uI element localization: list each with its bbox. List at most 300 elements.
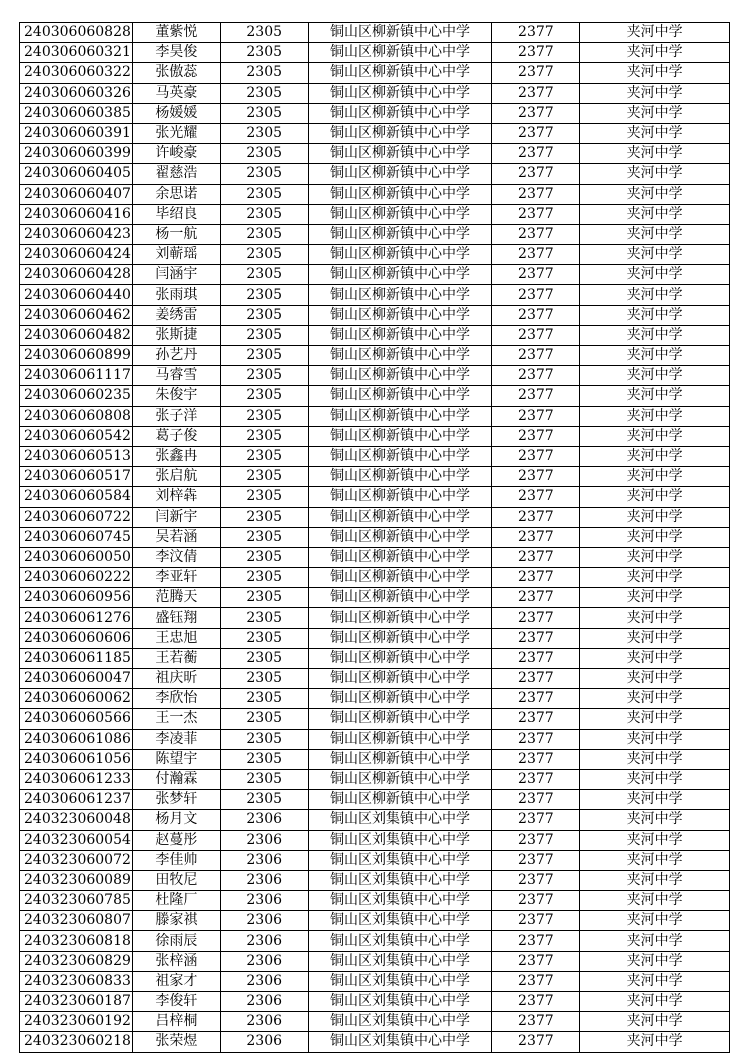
admit-code-cell: 2377	[492, 144, 580, 164]
admit-code-cell: 2377	[492, 729, 580, 749]
admit-code-cell: 2377	[492, 669, 580, 689]
table-row	[20, 568, 730, 588]
admit-school-cell: 夹河中学	[580, 325, 730, 345]
school-name-cell: 铜山区刘集镇中心中学	[308, 1032, 492, 1052]
student-id-cell: 240323060785	[20, 891, 133, 911]
table-row	[20, 164, 730, 184]
school-name-cell: 铜山区刘集镇中心中学	[308, 850, 492, 870]
student-id-cell: 240306060808	[20, 406, 133, 426]
school-code-cell: 2305	[220, 406, 308, 426]
school-name-cell: 铜山区柳新镇中心中学	[308, 749, 492, 769]
school-name-cell: 铜山区柳新镇中心中学	[308, 366, 492, 386]
school-name-cell: 铜山区柳新镇中心中学	[308, 265, 492, 285]
admit-code-cell: 2377	[492, 689, 580, 709]
admit-school-cell: 夹河中学	[580, 769, 730, 789]
table-row	[20, 648, 730, 668]
student-id-cell: 240306060566	[20, 709, 133, 729]
table-row	[20, 891, 730, 911]
admit-code-cell: 2377	[492, 487, 580, 507]
student-id-cell: 240306060956	[20, 588, 133, 608]
school-name-cell: 铜山区柳新镇中心中学	[308, 790, 492, 810]
admit-school-cell: 夹河中学	[580, 43, 730, 63]
school-name-cell: 铜山区柳新镇中心中学	[308, 487, 492, 507]
admit-school-cell: 夹河中学	[580, 83, 730, 103]
school-name-cell: 铜山区柳新镇中心中学	[308, 285, 492, 305]
table-row	[20, 83, 730, 103]
student-id-cell: 240306060828	[20, 23, 133, 43]
student-name-cell: 吕梓桐	[132, 1012, 220, 1032]
student-name-cell: 付瀚霖	[132, 769, 220, 789]
student-name-cell: 徐雨辰	[132, 931, 220, 951]
admit-school-cell: 夹河中学	[580, 23, 730, 43]
admit-code-cell: 2377	[492, 1012, 580, 1032]
student-name-cell: 陈望宇	[132, 749, 220, 769]
admit-school-cell: 夹河中学	[580, 265, 730, 285]
school-code-cell: 2305	[220, 23, 308, 43]
table-row	[20, 547, 730, 567]
student-id-cell: 240323060218	[20, 1032, 133, 1052]
admission-table	[19, 22, 730, 1053]
table-row	[20, 426, 730, 446]
school-name-cell: 铜山区刘集镇中心中学	[308, 971, 492, 991]
student-id-cell: 240306060385	[20, 103, 133, 123]
admit-school-cell: 夹河中学	[580, 346, 730, 366]
school-name-cell: 铜山区柳新镇中心中学	[308, 426, 492, 446]
school-name-cell: 铜山区柳新镇中心中学	[308, 204, 492, 224]
school-code-cell: 2306	[220, 830, 308, 850]
admit-code-cell: 2377	[492, 386, 580, 406]
admit-school-cell: 夹河中学	[580, 285, 730, 305]
admit-code-cell: 2377	[492, 971, 580, 991]
student-id-cell: 240306060222	[20, 568, 133, 588]
admit-code-cell: 2377	[492, 507, 580, 527]
admit-school-cell: 夹河中学	[580, 103, 730, 123]
school-code-cell: 2306	[220, 810, 308, 830]
admit-code-cell: 2377	[492, 305, 580, 325]
school-name-cell: 铜山区柳新镇中心中学	[308, 446, 492, 466]
school-code-cell: 2305	[220, 346, 308, 366]
admit-code-cell: 2377	[492, 123, 580, 143]
student-name-cell: 刘梓犇	[132, 487, 220, 507]
table-row	[20, 285, 730, 305]
student-id-cell: 240306061276	[20, 608, 133, 628]
admit-code-cell: 2377	[492, 588, 580, 608]
school-code-cell: 2305	[220, 285, 308, 305]
admit-code-cell: 2377	[492, 265, 580, 285]
table-row	[20, 204, 730, 224]
school-code-cell: 2305	[220, 446, 308, 466]
admit-code-cell: 2377	[492, 911, 580, 931]
table-row	[20, 931, 730, 951]
table-row	[20, 123, 730, 143]
student-id-cell: 240306060423	[20, 224, 133, 244]
table-row	[20, 1012, 730, 1032]
admit-school-cell: 夹河中学	[580, 547, 730, 567]
student-id-cell: 240306060407	[20, 184, 133, 204]
school-code-cell: 2305	[220, 648, 308, 668]
school-code-cell: 2305	[220, 103, 308, 123]
school-name-cell: 铜山区柳新镇中心中学	[308, 568, 492, 588]
school-name-cell: 铜山区刘集镇中心中学	[308, 891, 492, 911]
student-name-cell: 祖家才	[132, 971, 220, 991]
school-code-cell: 2305	[220, 689, 308, 709]
table-row	[20, 769, 730, 789]
admit-code-cell: 2377	[492, 467, 580, 487]
school-code-cell: 2305	[220, 184, 308, 204]
admit-code-cell: 2377	[492, 648, 580, 668]
admit-school-cell: 夹河中学	[580, 568, 730, 588]
school-code-cell: 2306	[220, 1012, 308, 1032]
school-code-cell: 2306	[220, 931, 308, 951]
school-code-cell: 2305	[220, 204, 308, 224]
school-name-cell: 铜山区柳新镇中心中学	[308, 144, 492, 164]
school-name-cell: 铜山区柳新镇中心中学	[308, 83, 492, 103]
school-name-cell: 铜山区刘集镇中心中学	[308, 931, 492, 951]
student-name-cell: 闫新宇	[132, 507, 220, 527]
school-code-cell: 2305	[220, 527, 308, 547]
student-id-cell: 240306061237	[20, 790, 133, 810]
table-row	[20, 810, 730, 830]
student-id-cell: 240306060745	[20, 527, 133, 547]
admit-school-cell: 夹河中学	[580, 790, 730, 810]
school-code-cell: 2305	[220, 83, 308, 103]
school-name-cell: 铜山区刘集镇中心中学	[308, 870, 492, 890]
school-code-cell: 2306	[220, 971, 308, 991]
school-code-cell: 2305	[220, 709, 308, 729]
school-name-cell: 铜山区柳新镇中心中学	[308, 769, 492, 789]
admit-code-cell: 2377	[492, 850, 580, 870]
table-row	[20, 224, 730, 244]
admission-list-sheet	[19, 22, 730, 1053]
school-code-cell: 2305	[220, 628, 308, 648]
admit-code-cell: 2377	[492, 568, 580, 588]
student-id-cell: 240306060050	[20, 547, 133, 567]
admit-school-cell: 夹河中学	[580, 870, 730, 890]
admit-code-cell: 2377	[492, 103, 580, 123]
admit-code-cell: 2377	[492, 769, 580, 789]
school-name-cell: 铜山区柳新镇中心中学	[308, 164, 492, 184]
admit-code-cell: 2377	[492, 628, 580, 648]
admit-code-cell: 2377	[492, 23, 580, 43]
table-row	[20, 971, 730, 991]
table-row	[20, 1032, 730, 1052]
student-id-cell: 240306061056	[20, 749, 133, 769]
table-row	[20, 527, 730, 547]
student-id-cell: 240306061233	[20, 769, 133, 789]
student-id-cell: 240306060440	[20, 285, 133, 305]
student-name-cell: 李佳帅	[132, 850, 220, 870]
student-name-cell: 张荣煜	[132, 1032, 220, 1052]
school-code-cell: 2306	[220, 911, 308, 931]
student-name-cell: 马睿雪	[132, 366, 220, 386]
admit-school-cell: 夹河中学	[580, 1032, 730, 1052]
school-name-cell: 铜山区柳新镇中心中学	[308, 669, 492, 689]
student-id-cell: 240306060047	[20, 669, 133, 689]
admit-code-cell: 2377	[492, 608, 580, 628]
table-row	[20, 628, 730, 648]
admit-code-cell: 2377	[492, 366, 580, 386]
table-row	[20, 265, 730, 285]
admit-school-cell: 夹河中学	[580, 426, 730, 446]
school-name-cell: 铜山区柳新镇中心中学	[308, 43, 492, 63]
student-id-cell: 240306060322	[20, 63, 133, 83]
admit-school-cell: 夹河中学	[580, 527, 730, 547]
admit-school-cell: 夹河中学	[580, 406, 730, 426]
school-code-cell: 2305	[220, 487, 308, 507]
student-name-cell: 余思诺	[132, 184, 220, 204]
student-name-cell: 李亚轩	[132, 568, 220, 588]
student-id-cell: 240306060513	[20, 446, 133, 466]
admit-school-cell: 夹河中学	[580, 305, 730, 325]
student-name-cell: 杨月文	[132, 810, 220, 830]
student-name-cell: 王一杰	[132, 709, 220, 729]
school-code-cell: 2305	[220, 366, 308, 386]
student-id-cell: 240306060326	[20, 83, 133, 103]
admit-school-cell: 夹河中学	[580, 245, 730, 265]
school-code-cell: 2305	[220, 568, 308, 588]
school-name-cell: 铜山区柳新镇中心中学	[308, 648, 492, 668]
student-name-cell: 杨一航	[132, 224, 220, 244]
student-id-cell: 240306060428	[20, 265, 133, 285]
student-name-cell: 杨媛媛	[132, 103, 220, 123]
admit-code-cell: 2377	[492, 1032, 580, 1052]
admit-school-cell: 夹河中学	[580, 729, 730, 749]
table-row	[20, 467, 730, 487]
school-code-cell: 2305	[220, 547, 308, 567]
table-row	[20, 245, 730, 265]
admit-code-cell: 2377	[492, 184, 580, 204]
admit-code-cell: 2377	[492, 204, 580, 224]
student-id-cell: 240306060899	[20, 346, 133, 366]
student-name-cell: 翟慈浩	[132, 164, 220, 184]
student-id-cell: 240306061117	[20, 366, 133, 386]
student-name-cell: 李昊俊	[132, 43, 220, 63]
student-name-cell: 许峻豪	[132, 144, 220, 164]
admit-school-cell: 夹河中学	[580, 386, 730, 406]
admit-school-cell: 夹河中学	[580, 951, 730, 971]
table-row	[20, 406, 730, 426]
admit-school-cell: 夹河中学	[580, 164, 730, 184]
admit-school-cell: 夹河中学	[580, 669, 730, 689]
student-name-cell: 滕家祺	[132, 911, 220, 931]
student-name-cell: 朱俊宇	[132, 386, 220, 406]
school-code-cell: 2305	[220, 224, 308, 244]
school-name-cell: 铜山区柳新镇中心中学	[308, 608, 492, 628]
school-name-cell: 铜山区柳新镇中心中学	[308, 184, 492, 204]
student-id-cell: 240306060584	[20, 487, 133, 507]
table-row	[20, 669, 730, 689]
student-id-cell: 240306060722	[20, 507, 133, 527]
table-row	[20, 366, 730, 386]
admit-code-cell: 2377	[492, 446, 580, 466]
table-row	[20, 608, 730, 628]
student-id-cell: 240323060807	[20, 911, 133, 931]
admit-school-cell: 夹河中学	[580, 1012, 730, 1032]
school-name-cell: 铜山区柳新镇中心中学	[308, 305, 492, 325]
student-id-cell: 240323060048	[20, 810, 133, 830]
table-row	[20, 103, 730, 123]
table-row	[20, 588, 730, 608]
school-code-cell: 2305	[220, 507, 308, 527]
student-name-cell: 李欣怡	[132, 689, 220, 709]
admit-school-cell: 夹河中学	[580, 749, 730, 769]
student-name-cell: 赵蔓彤	[132, 830, 220, 850]
admit-code-cell: 2377	[492, 63, 580, 83]
school-code-cell: 2305	[220, 144, 308, 164]
admit-school-cell: 夹河中学	[580, 184, 730, 204]
table-row	[20, 850, 730, 870]
admit-school-cell: 夹河中学	[580, 810, 730, 830]
school-code-cell: 2305	[220, 325, 308, 345]
student-id-cell: 240306060424	[20, 245, 133, 265]
student-id-cell: 240306060482	[20, 325, 133, 345]
admit-code-cell: 2377	[492, 527, 580, 547]
student-id-cell: 240306060062	[20, 689, 133, 709]
school-code-cell: 2305	[220, 467, 308, 487]
school-code-cell: 2305	[220, 588, 308, 608]
student-id-cell: 240323060072	[20, 850, 133, 870]
table-row	[20, 911, 730, 931]
table-row	[20, 729, 730, 749]
admit-code-cell: 2377	[492, 285, 580, 305]
school-name-cell: 铜山区柳新镇中心中学	[308, 63, 492, 83]
student-id-cell: 240323060192	[20, 1012, 133, 1032]
table-row	[20, 43, 730, 63]
admit-school-cell: 夹河中学	[580, 588, 730, 608]
admit-code-cell: 2377	[492, 83, 580, 103]
school-name-cell: 铜山区柳新镇中心中学	[308, 547, 492, 567]
admit-school-cell: 夹河中学	[580, 931, 730, 951]
admit-code-cell: 2377	[492, 891, 580, 911]
admit-school-cell: 夹河中学	[580, 689, 730, 709]
student-name-cell: 盛钰翔	[132, 608, 220, 628]
table-row	[20, 709, 730, 729]
table-row	[20, 749, 730, 769]
admit-code-cell: 2377	[492, 224, 580, 244]
table-row	[20, 144, 730, 164]
admit-code-cell: 2377	[492, 547, 580, 567]
school-code-cell: 2306	[220, 870, 308, 890]
school-name-cell: 铜山区柳新镇中心中学	[308, 386, 492, 406]
school-name-cell: 铜山区柳新镇中心中学	[308, 103, 492, 123]
school-name-cell: 铜山区柳新镇中心中学	[308, 689, 492, 709]
school-name-cell: 铜山区柳新镇中心中学	[308, 325, 492, 345]
admit-school-cell: 夹河中学	[580, 608, 730, 628]
school-name-cell: 铜山区柳新镇中心中学	[308, 527, 492, 547]
admit-code-cell: 2377	[492, 346, 580, 366]
school-code-cell: 2306	[220, 951, 308, 971]
school-code-cell: 2306	[220, 992, 308, 1012]
school-code-cell: 2305	[220, 164, 308, 184]
table-row	[20, 305, 730, 325]
school-name-cell: 铜山区柳新镇中心中学	[308, 346, 492, 366]
admit-school-cell: 夹河中学	[580, 911, 730, 931]
school-code-cell: 2305	[220, 63, 308, 83]
school-code-cell: 2305	[220, 386, 308, 406]
table-row	[20, 184, 730, 204]
table-row	[20, 790, 730, 810]
student-name-cell: 李凌菲	[132, 729, 220, 749]
student-id-cell: 240323060833	[20, 971, 133, 991]
school-name-cell: 铜山区柳新镇中心中学	[308, 588, 492, 608]
school-code-cell: 2305	[220, 123, 308, 143]
student-name-cell: 张梦轩	[132, 790, 220, 810]
student-id-cell: 240306061185	[20, 648, 133, 668]
admit-school-cell: 夹河中学	[580, 850, 730, 870]
school-name-cell: 铜山区柳新镇中心中学	[308, 507, 492, 527]
student-name-cell: 吴若涵	[132, 527, 220, 547]
table-row	[20, 689, 730, 709]
student-name-cell: 刘蕲瑶	[132, 245, 220, 265]
school-name-cell: 铜山区刘集镇中心中学	[308, 830, 492, 850]
school-name-cell: 铜山区柳新镇中心中学	[308, 123, 492, 143]
school-name-cell: 铜山区柳新镇中心中学	[308, 709, 492, 729]
admit-code-cell: 2377	[492, 426, 580, 446]
student-id-cell: 240306060416	[20, 204, 133, 224]
admit-code-cell: 2377	[492, 830, 580, 850]
admit-code-cell: 2377	[492, 749, 580, 769]
table-row	[20, 446, 730, 466]
student-name-cell: 张梓涵	[132, 951, 220, 971]
admit-school-cell: 夹河中学	[580, 63, 730, 83]
admit-school-cell: 夹河中学	[580, 144, 730, 164]
student-name-cell: 祖庆昕	[132, 669, 220, 689]
school-code-cell: 2306	[220, 850, 308, 870]
school-name-cell: 铜山区刘集镇中心中学	[308, 1012, 492, 1032]
student-name-cell: 王忠旭	[132, 628, 220, 648]
table-row	[20, 346, 730, 366]
school-name-cell: 铜山区柳新镇中心中学	[308, 224, 492, 244]
student-name-cell: 葛子俊	[132, 426, 220, 446]
admit-school-cell: 夹河中学	[580, 366, 730, 386]
student-name-cell: 张光耀	[132, 123, 220, 143]
table-body	[20, 23, 730, 1053]
school-name-cell: 铜山区柳新镇中心中学	[308, 729, 492, 749]
admit-code-cell: 2377	[492, 790, 580, 810]
student-name-cell: 孙艺丹	[132, 346, 220, 366]
school-code-cell: 2306	[220, 1032, 308, 1052]
table-row	[20, 386, 730, 406]
student-id-cell: 240306060542	[20, 426, 133, 446]
student-name-cell: 范腾天	[132, 588, 220, 608]
school-code-cell: 2305	[220, 305, 308, 325]
admit-code-cell: 2377	[492, 810, 580, 830]
admit-school-cell: 夹河中学	[580, 992, 730, 1012]
admit-code-cell: 2377	[492, 406, 580, 426]
admit-code-cell: 2377	[492, 992, 580, 1012]
student-id-cell: 240323060089	[20, 870, 133, 890]
school-code-cell: 2305	[220, 245, 308, 265]
student-name-cell: 毕绍良	[132, 204, 220, 224]
school-code-cell: 2305	[220, 749, 308, 769]
student-id-cell: 240306060462	[20, 305, 133, 325]
student-name-cell: 李俊轩	[132, 992, 220, 1012]
admit-school-cell: 夹河中学	[580, 648, 730, 668]
student-id-cell: 240306060391	[20, 123, 133, 143]
admit-school-cell: 夹河中学	[580, 123, 730, 143]
school-code-cell: 2305	[220, 426, 308, 446]
student-id-cell: 240306060517	[20, 467, 133, 487]
admit-code-cell: 2377	[492, 245, 580, 265]
admit-school-cell: 夹河中学	[580, 467, 730, 487]
student-id-cell: 240306060606	[20, 628, 133, 648]
admit-school-cell: 夹河中学	[580, 487, 730, 507]
table-row	[20, 992, 730, 1012]
student-name-cell: 杜隆厂	[132, 891, 220, 911]
student-name-cell: 张启航	[132, 467, 220, 487]
student-name-cell: 王若蘅	[132, 648, 220, 668]
student-id-cell: 240306060235	[20, 386, 133, 406]
